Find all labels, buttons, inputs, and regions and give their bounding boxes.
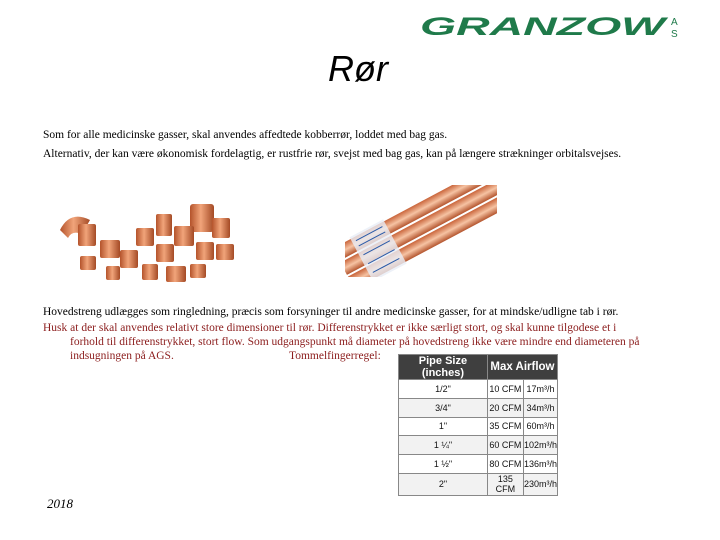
paragraph2-line1: Hovedstreng udlægges som ringledning, præcis som forsyninger til andre medicinske gasser, for at mindske/udligne tab i rør.	[43, 306, 619, 318]
copper-pipes-photo	[345, 185, 497, 277]
paragraph1-line1: Som for alle medicinske gasser, skal anvendes affedtede kobberrør, loddet med bag gas.	[43, 129, 448, 141]
airflow-table	[398, 354, 558, 496]
table-cell: 136m³/h	[523, 455, 557, 474]
granzow-logo	[420, 14, 685, 38]
logo-suffix-top: A	[671, 17, 678, 28]
table-cell: 3/4"	[399, 398, 488, 417]
table-cell: 1"	[399, 417, 488, 436]
logo-text: GRANZOW	[420, 14, 670, 40]
paragraph2-line4a: indsugningen på AGS.	[70, 350, 174, 362]
table-row	[399, 398, 558, 417]
paragraph2-line2: Husk at der skal anvendes relativt store dimensioner til rør. Differenstrykket er ikke særligt stort, og skal kunne tilgodese et i	[43, 322, 617, 334]
table-cell: 17m³/h	[523, 380, 557, 399]
table-row	[399, 380, 558, 399]
paragraph2-line3: forhold til differenstrykket, stort flow. Som udgangspunkt må diameter på hovedstreng ikke være mindre end diameteren på	[70, 336, 640, 348]
paragraph1-line2: Alternativ, der kan være økonomisk fordelagtig, er rustfrie rør, svejst med bag gas, kan på længere strækninger orbitalsvejses.	[43, 148, 622, 160]
copper-fittings-photo	[56, 200, 246, 286]
table-cell: 10 CFM	[487, 380, 523, 399]
page-title: Rør	[328, 48, 388, 89]
logo-suffix-bottom: S	[671, 29, 678, 40]
table-row	[399, 455, 558, 474]
paragraph2-line4b: Tommelfingerregel:	[289, 350, 381, 362]
table-cell: 20 CFM	[487, 398, 523, 417]
table-header-pipe-size: Pipe Size (inches)	[399, 355, 488, 380]
table-cell: 60m³/h	[523, 417, 557, 436]
table-row	[399, 436, 558, 455]
table-cell: 1/2"	[399, 380, 488, 399]
table-row	[399, 417, 558, 436]
table-cell: 230m³/h	[523, 473, 557, 495]
table-cell: 34m³/h	[523, 398, 557, 417]
table-cell: 1 ½"	[399, 455, 488, 474]
table-cell: 135 CFM	[487, 473, 523, 495]
table-cell: 80 CFM	[487, 455, 523, 474]
year-footer: 2018	[47, 496, 73, 511]
table-cell: 60 CFM	[487, 436, 523, 455]
table-header-max-airflow: Max Airflow	[487, 355, 557, 380]
table-cell: 2"	[399, 473, 488, 495]
table-cell: 35 CFM	[487, 417, 523, 436]
table-row	[399, 473, 558, 495]
table-cell: 102m³/h	[523, 436, 557, 455]
table-cell: 1 ¼"	[399, 436, 488, 455]
